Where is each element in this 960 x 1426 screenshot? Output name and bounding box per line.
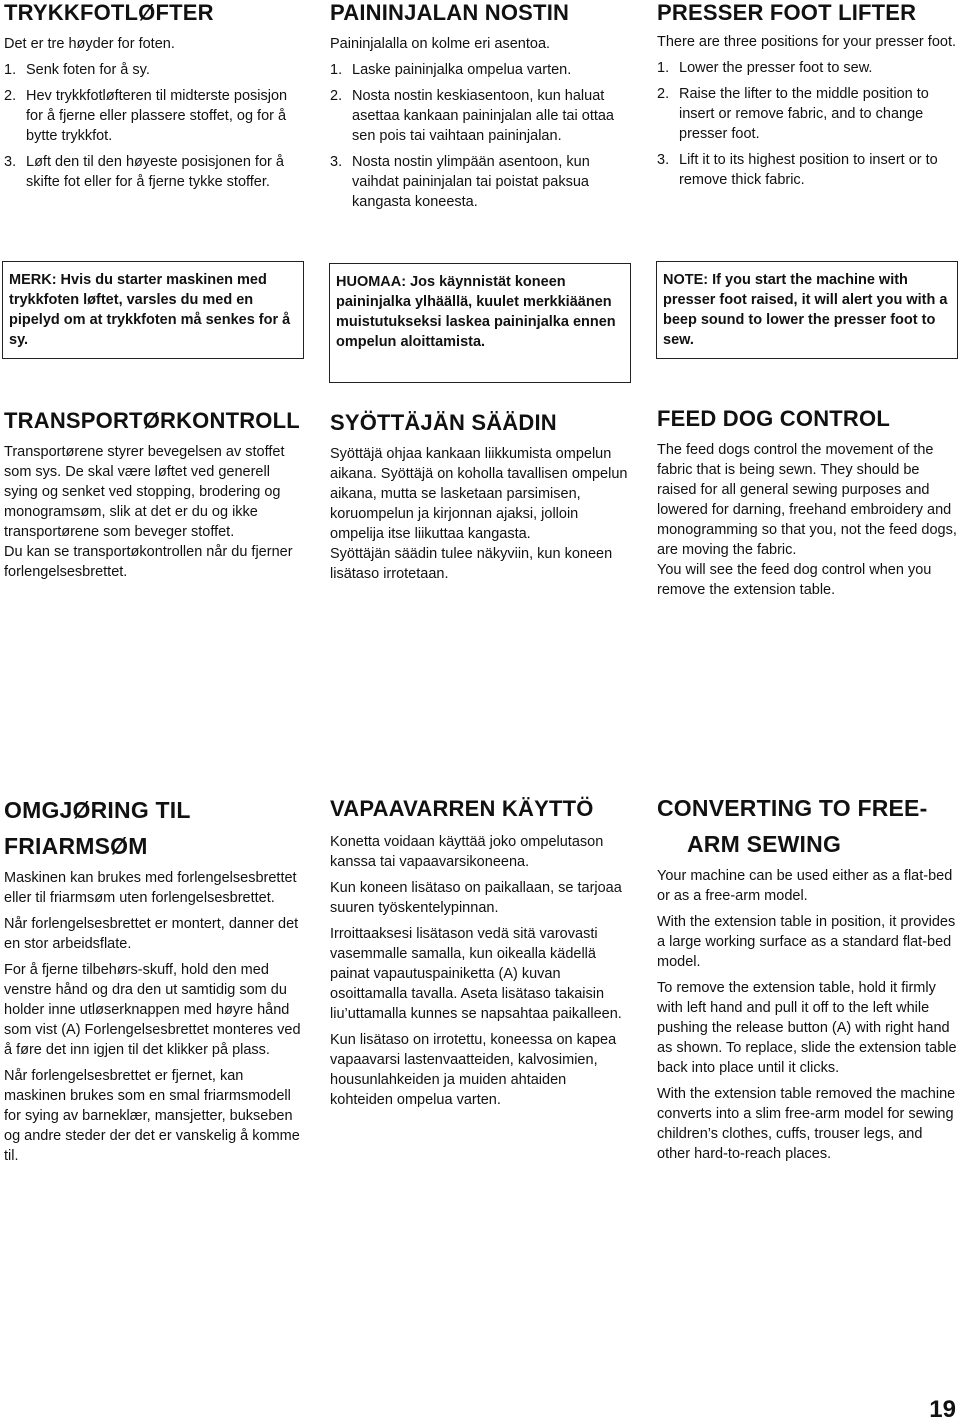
section-title: TRYKKFOTLØFTER — [4, 0, 214, 25]
freearm-section-en — [657, 790, 959, 1170]
paragraph: Konetta voidaan käyttää joko ompelutason kanssa tai vapaavarsikoneena. — [330, 834, 604, 870]
steps-list — [657, 58, 959, 190]
list-item: 2. Hev trykkfotløfteren til midterste posisjon for å fjerne eller plassere stoffet, og for å bytte trykkfot. — [4, 88, 288, 144]
note-box: NOTE: If you start the machine with presser foot raised, it will alert you with a beep sound to lower the presser foot to sew. — [656, 261, 958, 359]
freearm-section-fi — [330, 796, 630, 1116]
list-item: 2. Raise the lifter to the middle position to insert or remove fabric, and to change presser foot. — [657, 86, 929, 142]
list-item: 3. Nosta nostin ylimpään asentoon, kun vaihdat paininjalan tai poistat paksua kangasta koneesta. — [330, 154, 590, 210]
steps-list — [4, 60, 304, 192]
list-item: 1. Senk foten for å sy. — [4, 62, 150, 78]
section-title: TRANSPORTØRKONTROLL — [4, 408, 300, 433]
paragraph: For å fjerne tilbehørs-skuff, hold den med venstre hånd og dra den ut samtidig som du holder inne utløserknappen med høyre hånd som vist (A) Forlengelsesbrettet monteres ved å føre det inn igjen til det klikker på plass. — [4, 962, 301, 1058]
list-item: 2. Nosta nostin keskiasentoon, kun haluat asettaa kankaan paininjalan alle tai ottaa sen pois tai vaihtaan paininjalan. — [330, 88, 614, 144]
paragraph: You will see the feed dog control when you remove the extension table. — [657, 562, 932, 598]
paragraph: With the extension table removed the machine converts into a slim free-arm model for sewing children’s clothes, cuffs, trouser legs, and other hard-to-reach places. — [657, 1086, 956, 1162]
freearm-section-no — [4, 792, 304, 1172]
list-item: 3. Lift it to its highest position to insert or to remove thick fabric. — [657, 152, 938, 188]
note-box: MERK: Hvis du starter maskinen med trykkfoten løftet, varsles du med en pipelyd om at trykkfoten må senkes for å sy. — [2, 261, 304, 359]
steps-list — [330, 60, 630, 212]
section-title: PRESSER FOOT LIFTER — [657, 0, 917, 25]
intro-text: Det er tre høyder for foten. — [4, 36, 175, 52]
page-number: 19 — [929, 1396, 956, 1423]
section-title: SYÖTTÄJÄN SÄÄDIN — [330, 410, 557, 435]
paragraph: To remove the extension table, hold it firmly with left hand and pull it off to the left while pushing the release button (A) with right hand as shown. To replace, slide the extension table back into place until it clicks. — [657, 980, 957, 1076]
paragraph: Når forlengelsesbrettet er fjernet, kan maskinen brukes som en smal friarmsmodell for sying av barneklær, mansjetter, bukseben og andre steder der det er vanskelig å komme til. — [4, 1068, 300, 1164]
paragraph: Syöttäjä ohjaa kankaan liikkumista ompelun aikana. Syöttäjä on koholla tavallisen ompelun aikana, mutta se lasketaan parsimisen, koruompelun ja kirjonnan ajaksi, jolloin ompelija itse liikuttaa kangasta. — [330, 446, 628, 542]
section-title: VAPAAVARREN KÄYTTÖ — [330, 796, 594, 821]
paragraph: Transportørene styrer bevegelsen av stoffet som sys. De skal være løftet ved generell sying og senket ved stopping, brodering og monogramsøm, slik at det er du og ikke transportørene som beveger stoffet. — [4, 444, 285, 540]
paragraph: Maskinen kan brukes med forlengelsesbrettet eller til friarmsøm uten forlengelsesbrettet. — [4, 870, 297, 906]
section-title: FEED DOG CONTROL — [657, 406, 890, 431]
paragraph: Kun koneen lisätaso on paikallaan, se tarjoaa suuren työskentelypinnan. — [330, 880, 622, 916]
paragraph: Your machine can be used either as a flat-bed or as a free-arm model. — [657, 868, 953, 904]
paragraph: Kun lisätaso on irrotettu, koneessa on kapea vapaavarsi lastenvaatteiden, kalvosimien, housunlahkeiden ja muiden ahtaiden kohteiden ompelua varten. — [330, 1032, 617, 1108]
list-item: 1. Laske paininjalka ompelua varten. — [330, 62, 572, 78]
list-item: 3. Løft den til den høyeste posisjonen for å skifte fot eller for å fjerne tykke stoffer. — [4, 154, 284, 190]
presser-section-en — [657, 0, 959, 196]
presser-section-no — [4, 0, 304, 198]
paragraph: Når forlengelsesbrettet er montert, danner det en stor arbeidsflate. — [4, 916, 299, 952]
list-item: 1. Lower the presser foot to sew. — [657, 60, 873, 76]
section-title: OMGJØRING TIL FRIARMSØM — [4, 797, 191, 859]
section-title: CONVERTING TO FREE- ARM SEWING — [657, 795, 928, 857]
note-box: HUOMAA: Jos käynnistät koneen paininjalka ylhäällä, kuulet merkkiäänen muistutukseksi laskea paininjalka ennen ompelun aloittamista. — [329, 263, 631, 383]
paragraph: Du kan se transportøkontrollen når du fjerner forlengelsesbrettet. — [4, 544, 293, 580]
paragraph: The feed dogs control the movement of the fabric that is being sewn. They should be raised for all general sewing purposes and lowered for darning, freehand embroidery and monogramming so that you, not the feed dogs, are moving the fabric. — [657, 442, 957, 558]
feed-section-fi — [330, 410, 630, 590]
paragraph: With the extension table in position, it provides a large working surface as a standard flat-bed model. — [657, 914, 956, 970]
feed-section-en — [657, 406, 959, 606]
feed-section-no — [4, 408, 304, 588]
intro-text: There are three positions for your presser foot. — [657, 34, 957, 50]
paragraph: Irroittaaksesi lisätason vedä sitä varovasti vasemmalle samalla, kun oikealla kädellä painat vapautuspainiketta (A) kuvan osoittamalla tavalla. Aseta lisätaso takaisin liu’uttamalla kunnes se napsahtaa paikalleen. — [330, 926, 622, 1022]
paragraph: Syöttäjän säädin tulee näkyviin, kun koneen lisätaso irrotetaan. — [330, 546, 613, 582]
presser-section-fi — [330, 0, 630, 218]
intro-text: Paininjalalla on kolme eri asentoa. — [330, 36, 551, 52]
section-title: PAININJALAN NOSTIN — [330, 0, 570, 25]
